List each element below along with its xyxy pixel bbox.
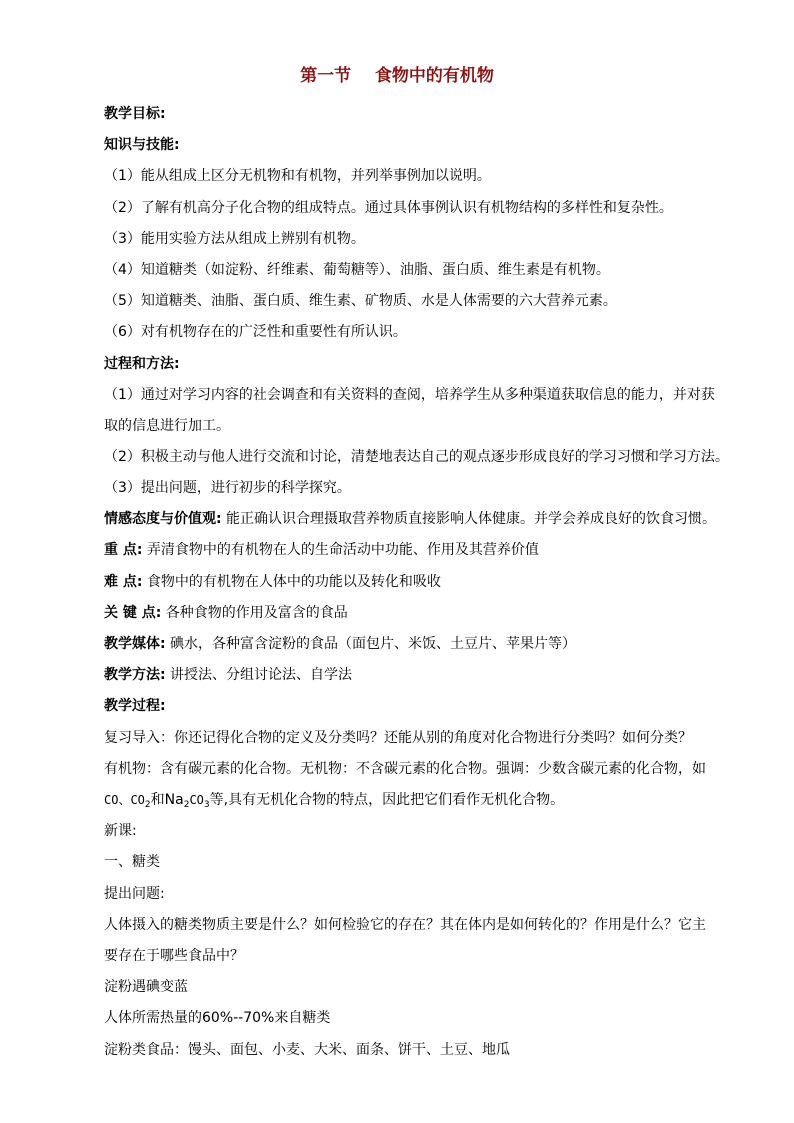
- process-item-1-line-1: （1）通过对学习内容的社会调查和有关资料的查阅，培养学生从多种渠道获取信息的能力，并对获: [104, 387, 715, 403]
- media-line: [104, 633, 724, 655]
- energy-text: 人体所需热量的60%--70%来自糖类: [104, 1010, 331, 1026]
- media-label: 教学媒体:: [104, 636, 166, 652]
- method-label: 教学方法:: [104, 667, 166, 683]
- crucial-point-text: 各种食物的作用及富含的食品: [161, 605, 348, 621]
- starch-foods-text: 淀粉类食品：馒头、面包、小麦、大米、面条、饼干、土豆、地瓜: [104, 1042, 510, 1058]
- knowledge-item-1: （1）能从组成上区分无机物和有机物，并列举事例加以说明。: [104, 168, 491, 184]
- knowledge-item-3: （3）能用实验方法从组成上辨别有机物。: [104, 231, 365, 247]
- key-point-label: 重 点:: [104, 542, 143, 558]
- difficult-point-line: [104, 571, 724, 593]
- question-label: 提出问题:: [104, 886, 165, 902]
- objectives-heading: 教学目标:: [104, 106, 166, 122]
- process-heading: 过程和方法:: [104, 356, 180, 372]
- review-text: 复习导入：你还记得化合物的定义及分类吗？还能从别的角度对化合物进行分类吗？如何分类？: [104, 730, 692, 746]
- process-item-3: （3）提出问题，进行初步的科学探究。: [104, 480, 351, 496]
- method-text: 讲授法、分组讨论法、自学法: [165, 667, 353, 683]
- procedure-heading: 教学过程:: [104, 698, 166, 714]
- crucial-point-line: [104, 602, 724, 624]
- method-line: [104, 664, 724, 686]
- organic-line-1: 有机物：含有碳元素的化合物。无机物：不含碳元素的化合物。强调：少数含碳元素的化合物，如: [104, 761, 706, 777]
- question-line-1: 人体摄入的糖类物质主要是什么？如何检验它的存在？其在体内是如何转化的？作用是什么？它主: [104, 917, 706, 933]
- question-line-2: 要存在于哪些食品中？: [104, 948, 244, 964]
- organic-line-2: CO、$CO_2$和$Na_2CO_3$等,具有无机化合物的特点，因此把它们看作无机化合物。: [104, 792, 565, 810]
- attitude-text: 能正确认识合理摄取营养物质直接影响人体健康。并学会养成良好的饮食习惯。: [221, 511, 717, 527]
- difficult-point-text: 食物中的有机物在人体中的功能以及转化和吸收: [142, 574, 441, 590]
- knowledge-item-6: （6）对有机物存在的广泛性和重要性有所认识。: [104, 324, 407, 340]
- key-point-text: 弄清食物中的有机物在人的生命活动中功能、作用及其营养价值: [142, 542, 539, 558]
- new-lesson-label: 新课:: [104, 823, 137, 839]
- knowledge-item-5: （5）知道糖类、油脂、蛋白质、维生素、矿物质、水是人体需要的六大营养元素。: [104, 293, 617, 309]
- page-title: 第一节 食物中的有机物: [300, 66, 494, 86]
- knowledge-heading: 知识与技能:: [104, 137, 180, 153]
- key-point-line: [104, 539, 724, 561]
- media-text: 碘水，各种富含淀粉的食品（面包片、米饭、土豆片、苹果片等）: [165, 636, 577, 652]
- attitude-line: [104, 508, 724, 530]
- starch-iodine-text: 淀粉遇碘变蓝: [104, 979, 188, 995]
- crucial-point-label: 关 键 点:: [104, 605, 162, 621]
- knowledge-item-2: （2）了解有机高分子化合物的组成特点。通过具体事例认识有机物结构的多样性和复杂性。: [104, 200, 673, 216]
- attitude-label: 情感态度与价值观:: [104, 511, 222, 527]
- process-item-1-line-2: 取的信息进行加工。: [104, 418, 230, 434]
- process-item-2: （2）积极主动与他人进行交流和讨论，清楚地表达自己的观点逐步形成良好的学习习惯和学习方法。: [104, 449, 729, 465]
- section-1-heading: 一、糖类: [104, 854, 160, 870]
- difficult-point-label: 难 点:: [104, 574, 143, 590]
- knowledge-item-4: （4）知道糖类（如淀粉、纤维素、葡萄糖等）、油脂、蛋白质、维生素是有机物。: [104, 262, 610, 278]
